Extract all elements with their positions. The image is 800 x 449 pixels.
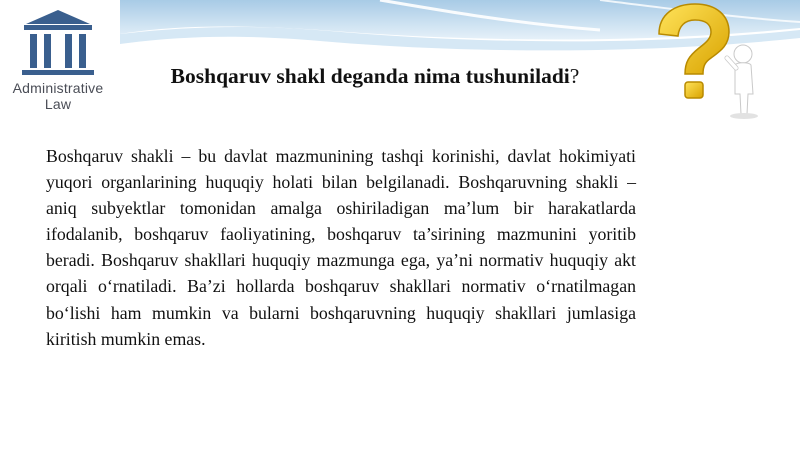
slide-title-question-mark: ?	[569, 64, 580, 88]
slide-title	[160, 62, 590, 91]
question-mark-figure-icon	[645, 2, 770, 120]
logo-text-line1: Administrative	[12, 80, 104, 96]
slide-title-text: Boshqaruv shakl deganda nima tushuniladi	[170, 64, 570, 88]
logo-text-line2: Law	[44, 96, 72, 112]
slide-body-paragraph: Boshqaruv shakli – bu davlat mazmunining tashqi korinishi, davlat hokimiyati yuqori organlarining huquqiy holati bilan belgilanadi. Boshqaruvning shakli – aniq subyektlar tomonidan amalga oshiriladigan ma’lum bir harakatlarda ifodalanib, boshqaruv faoliyatining, boshqaruv ta’sirining mazmunini yoritib beradi. Boshqaruv shakllari huquqiy mazmunga ega, ya’ni normativ huquqiy akt orqali o‘rnatiladi. Ba’zi hollarda boshqaruv shakllari normativ o‘rnatilmagan bo‘lishi ham mumkin va bularni boshqaruvning huquqiy shakllari jumlasiga kiritish mumkin emas.	[46, 146, 636, 349]
